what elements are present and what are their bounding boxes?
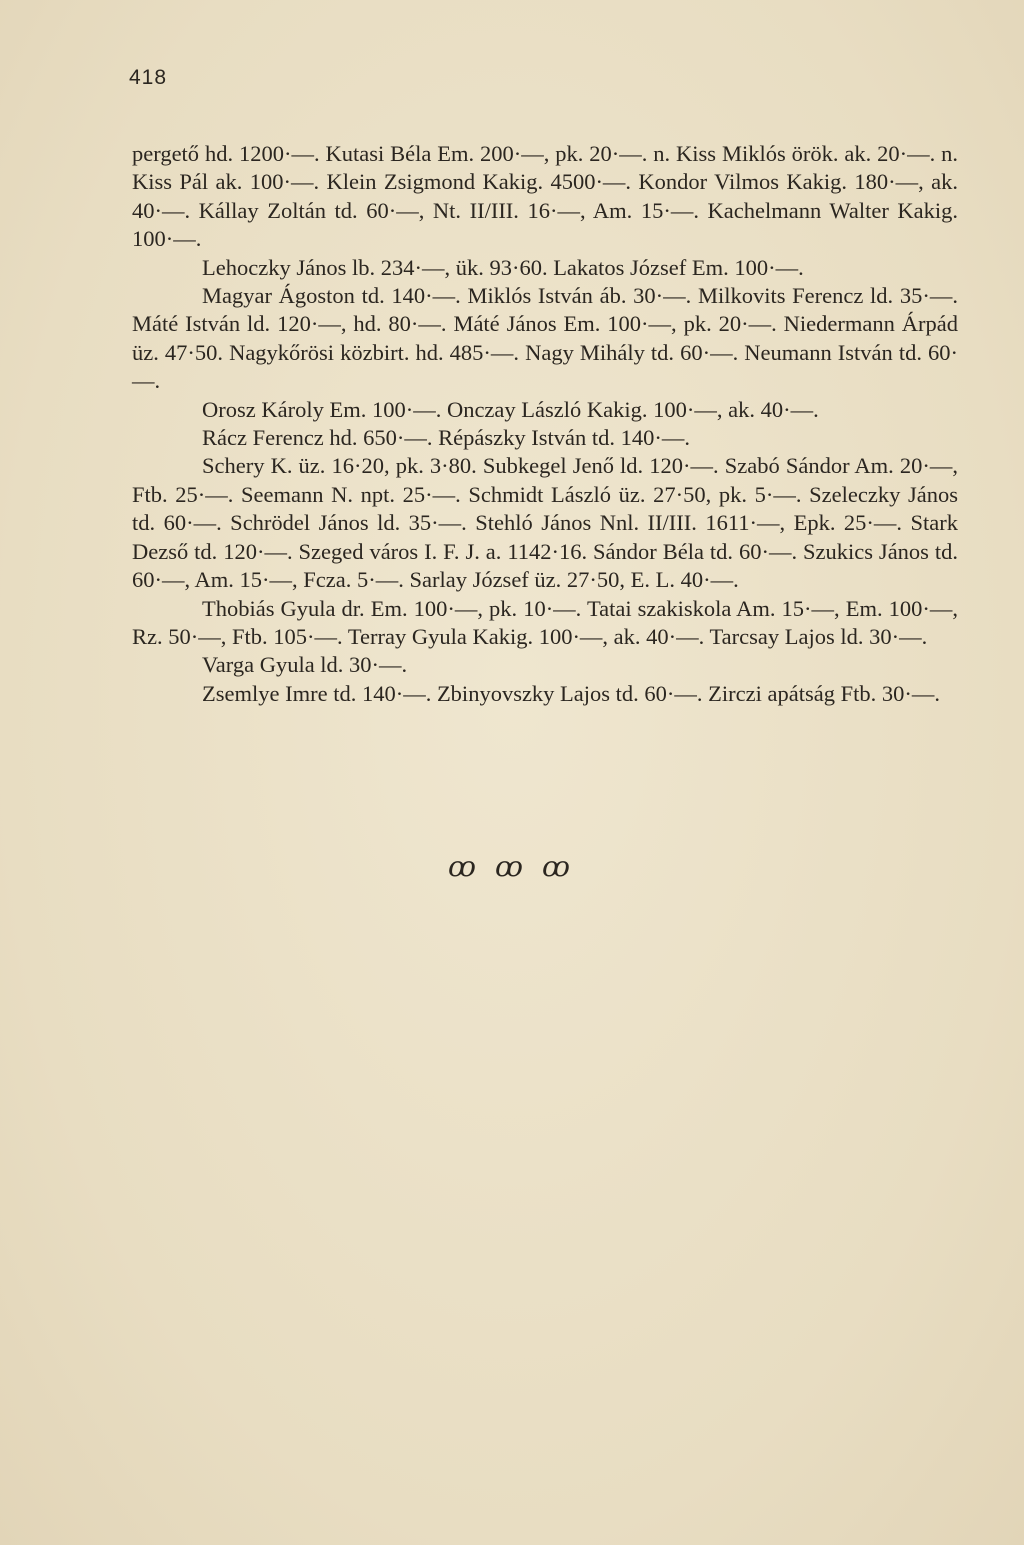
page-number: 418 [129, 66, 168, 89]
donor-list [132, 140, 958, 708]
paragraph-8: Varga Gyula ld. 30·—. [202, 652, 408, 678]
paragraph-4: Orosz Károly Em. 100·—. Onczay László Kakig. 100·—, ak. 40·—. [202, 396, 819, 422]
paragraph-9: Zsemlye Imre td. 140·—. Zbinyovszky Lajos td. 60·—. Zirczi apátság Ftb. 30·—. [202, 680, 940, 706]
paragraph-6: Schery K. üz. 16·20, pk. 3·80. Subkegel Jenő ld. 120·—. Szabó Sándor Am. 20·—, Ftb. 25·—. Seemann N. npt. 25·—. Schmidt László üz. 27·50, pk. 5·—. Szeleczky János td. 60·—. Schrödel János ld. 35·—. Stehló János Nnl. II/III. 1611·—, Epk. 25·—. Stark Dezső td. 120·—. Szeged város I. F. J. a. 1142·16. Sándor Béla td. 60·—. Szukics János td. 60·—, Am. 15·—, Fcza. 5·—. Sarlay József üz. 27·50, E. L. 40·—. [132, 453, 958, 593]
paragraph-2: Lehoczky János lb. 234·—, ük. 93·60. Lakatos József Em. 100·—. [202, 254, 804, 280]
paragraph-5: Rácz Ferencz hd. 650·—. Répászky István td. 140·—. [202, 425, 690, 451]
paragraph-1: pergető hd. 1200·—. Kutasi Béla Em. 200·—, pk. 20·—. n. Kiss Miklós örök. ak. 20·—. n. Kiss Pál ak. 100·—. Klein Zsigmond Kakig. 4500·—. Kondor Vilmos Kakig. 180·—, ak. 40·—. Kállay Zoltán td. 60·—, Nt. II/III. 16·—, Am. 15·—. Kachelmann Walter Kakig. 100·—. [132, 141, 958, 252]
paragraph-3: Magyar Ágoston td. 140·—. Miklós István áb. 30·—. Milkovits Ferencz ld. 35·—. Máté István ld. 120·—, hd. 80·—. Máté János Em. 100·—, pk. 20·—. Niedermann Árpád üz. 47·50. Nagykőrösi közbirt. hd. 485·—. Nagy Mihály td. 60·—. Neumann István td. 60·—. [132, 283, 958, 394]
ornament-divider: ꝏ ꝏ ꝏ [448, 852, 576, 883]
paragraph-7: Thobiás Gyula dr. Em. 100·—, pk. 10·—. Tatai szakiskola Am. 15·—, Em. 100·—, Rz. 50·—, Ftb. 105·—. Terray Gyula Kakig. 100·—, ak. 40·—. Tarcsay Lajos ld. 30·—. [132, 595, 958, 649]
